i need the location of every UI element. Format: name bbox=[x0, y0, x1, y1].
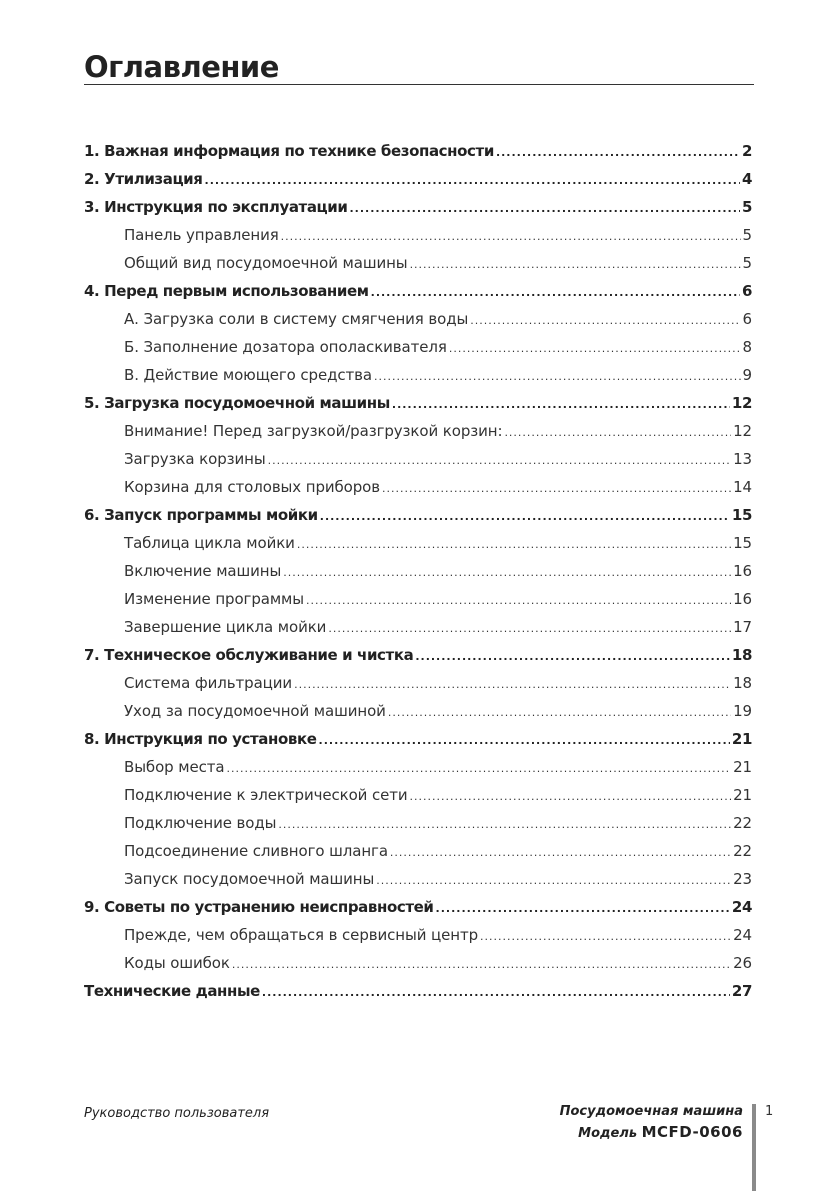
toc-dot-leader bbox=[319, 727, 730, 753]
toc-entry-title: 4. Перед первым использованием bbox=[84, 282, 369, 300]
toc-page-number: 18 bbox=[733, 674, 752, 692]
toc-subsection-entry[interactable] bbox=[84, 921, 752, 949]
toc-section-entry[interactable] bbox=[84, 277, 752, 305]
toc-page-number: 13 bbox=[733, 450, 752, 468]
toc-dot-leader bbox=[350, 195, 740, 221]
toc-dot-leader bbox=[297, 531, 731, 557]
footer-model-label: Модель bbox=[578, 1126, 638, 1141]
toc-dot-leader bbox=[283, 559, 731, 585]
toc-page-number: 24 bbox=[733, 926, 752, 944]
toc-page-number: 16 bbox=[733, 590, 752, 608]
toc-section-entry[interactable] bbox=[84, 389, 752, 417]
toc-section-entry[interactable] bbox=[84, 977, 752, 1005]
toc-section-entry[interactable] bbox=[84, 501, 752, 529]
toc-dot-leader bbox=[382, 475, 731, 501]
toc-page-number: 23 bbox=[733, 870, 752, 888]
page-edge-bar bbox=[752, 1104, 756, 1191]
toc-dot-leader bbox=[328, 615, 731, 641]
footer-manual-label: Руководство пользователя bbox=[84, 1106, 270, 1121]
toc-entry-title: Завершение цикла мойки bbox=[124, 618, 327, 636]
toc-entry-title: 8. Инструкция по установке bbox=[84, 730, 317, 748]
toc-page-number: 26 bbox=[733, 954, 752, 972]
toc-dot-leader bbox=[388, 699, 731, 725]
toc-page-number: 19 bbox=[733, 702, 752, 720]
toc-dot-leader bbox=[205, 167, 740, 193]
toc-entry-title: 6. Запуск программы мойки bbox=[84, 506, 318, 524]
toc-page-number: 4 bbox=[741, 170, 752, 188]
toc-page-number: 12 bbox=[733, 422, 752, 440]
toc-dot-leader bbox=[410, 251, 741, 277]
toc-subsection-entry[interactable] bbox=[84, 669, 752, 697]
toc-entry-title: В. Действие моющего средства bbox=[124, 366, 372, 384]
toc-entry-title: Общий вид посудомоечной машины bbox=[124, 254, 408, 272]
toc-entry-title: Б. Заполнение дозатора ополаскивателя bbox=[124, 338, 447, 356]
toc-dot-leader bbox=[376, 867, 731, 893]
toc-page-number: 22 bbox=[733, 814, 752, 832]
footer-product-name: Посудомоечная машина bbox=[559, 1104, 743, 1119]
toc-page-number: 5 bbox=[742, 226, 752, 244]
toc-page-number: 5 bbox=[742, 254, 752, 272]
toc-dot-leader bbox=[268, 447, 731, 473]
toc-subsection-entry[interactable] bbox=[84, 865, 752, 893]
toc-dot-leader bbox=[232, 951, 731, 977]
toc-dot-leader bbox=[306, 587, 731, 613]
toc-entry-title: Внимание! Перед загрузкой/разгрузкой корзин: bbox=[124, 422, 503, 440]
toc-entry-title: Загрузка корзины bbox=[124, 450, 266, 468]
toc-section-entry[interactable] bbox=[84, 193, 752, 221]
toc-section-entry[interactable] bbox=[84, 165, 752, 193]
toc-dot-leader bbox=[371, 279, 740, 305]
toc-page-number: 5 bbox=[741, 198, 752, 216]
toc-dot-leader bbox=[436, 895, 730, 921]
footer-model-code: MCFD-0606 bbox=[641, 1123, 743, 1141]
toc-entry-title: Подсоединение сливного шланга bbox=[124, 842, 388, 860]
table-of-contents bbox=[84, 137, 752, 1005]
toc-entry-title: 5. Загрузка посудомоечной машины bbox=[84, 394, 390, 412]
toc-entry-title: Корзина для столовых приборов bbox=[124, 478, 380, 496]
toc-section-entry[interactable] bbox=[84, 641, 752, 669]
toc-subsection-entry[interactable] bbox=[84, 753, 752, 781]
toc-entry-title: 3. Инструкция по эксплуатации bbox=[84, 198, 348, 216]
toc-dot-leader bbox=[480, 923, 731, 949]
toc-dot-leader bbox=[390, 839, 731, 865]
toc-subsection-entry[interactable] bbox=[84, 557, 752, 585]
toc-dot-leader bbox=[226, 755, 731, 781]
toc-entry-title: Прежде, чем обращаться в сервисный центр bbox=[124, 926, 479, 944]
toc-dot-leader bbox=[504, 419, 731, 445]
title-divider bbox=[84, 84, 754, 85]
toc-dot-leader bbox=[374, 363, 741, 389]
page-number: 1 bbox=[765, 1104, 774, 1119]
toc-dot-leader bbox=[410, 783, 732, 809]
footer-model-line bbox=[560, 1122, 743, 1144]
toc-section-entry[interactable] bbox=[84, 137, 752, 165]
toc-subsection-entry[interactable] bbox=[84, 361, 752, 389]
toc-subsection-entry[interactable] bbox=[84, 781, 752, 809]
toc-dot-leader bbox=[415, 643, 730, 669]
toc-entry-title: Панель управления bbox=[124, 226, 279, 244]
toc-dot-leader bbox=[496, 139, 740, 165]
toc-subsection-entry[interactable] bbox=[84, 949, 752, 977]
toc-page-number: 27 bbox=[731, 982, 752, 1000]
toc-entry-title: Система фильтрации bbox=[124, 674, 293, 692]
toc-entry-title: Запуск посудомоечной машины bbox=[124, 870, 375, 888]
toc-subsection-entry[interactable] bbox=[84, 697, 752, 725]
toc-subsection-entry[interactable] bbox=[84, 249, 752, 277]
toc-page-number: 16 bbox=[733, 562, 752, 580]
toc-subsection-entry[interactable] bbox=[84, 473, 752, 501]
toc-subsection-entry[interactable] bbox=[84, 613, 752, 641]
toc-subsection-entry[interactable] bbox=[84, 333, 752, 361]
toc-entry-title: А. Загрузка соли в систему смягчения воды bbox=[124, 310, 469, 328]
toc-subsection-entry[interactable] bbox=[84, 305, 752, 333]
toc-dot-leader bbox=[470, 307, 740, 333]
toc-page-number: 18 bbox=[731, 646, 752, 664]
toc-page-number: 21 bbox=[731, 730, 752, 748]
toc-subsection-entry[interactable] bbox=[84, 837, 752, 865]
toc-subsection-entry[interactable] bbox=[84, 529, 752, 557]
toc-subsection-entry[interactable] bbox=[84, 809, 752, 837]
toc-page-number: 22 bbox=[733, 842, 752, 860]
toc-page-number: 12 bbox=[731, 394, 752, 412]
toc-dot-leader bbox=[262, 979, 730, 1005]
toc-section-entry[interactable] bbox=[84, 893, 752, 921]
page-title: Оглавление bbox=[84, 50, 279, 84]
toc-entry-title: Включение машины bbox=[124, 562, 282, 580]
toc-entry-title: 7. Техническое обслуживание и чистка bbox=[84, 646, 414, 664]
toc-subsection-entry[interactable] bbox=[84, 221, 752, 249]
footer-product-block bbox=[560, 1102, 743, 1144]
toc-dot-leader bbox=[320, 503, 730, 529]
toc-page-number: 24 bbox=[731, 898, 752, 916]
toc-subsection-entry[interactable] bbox=[84, 445, 752, 473]
toc-entry-title: Выбор места bbox=[124, 758, 225, 776]
toc-section-entry[interactable] bbox=[84, 725, 752, 753]
toc-page-number: 8 bbox=[742, 338, 752, 356]
toc-dot-leader bbox=[281, 223, 741, 249]
toc-dot-leader bbox=[392, 391, 730, 417]
toc-dot-leader bbox=[294, 671, 731, 697]
toc-page-number: 17 bbox=[733, 618, 752, 636]
toc-entry-title: Изменение программы bbox=[124, 590, 305, 608]
toc-entry-title: Уход за посудомоечной машиной bbox=[124, 702, 386, 720]
toc-entry-title: Подключение воды bbox=[124, 814, 277, 832]
toc-page-number: 9 bbox=[742, 366, 752, 384]
toc-dot-leader bbox=[449, 335, 741, 361]
toc-page-number: 6 bbox=[742, 310, 752, 328]
toc-page-number: 6 bbox=[741, 282, 752, 300]
toc-entry-title: Подключение к электрической сети bbox=[124, 786, 408, 804]
toc-entry-title: Технические данные bbox=[84, 982, 260, 1000]
toc-dot-leader bbox=[278, 811, 731, 837]
toc-subsection-entry[interactable] bbox=[84, 585, 752, 613]
toc-subsection-entry[interactable] bbox=[84, 417, 752, 445]
toc-page-number: 2 bbox=[741, 142, 752, 160]
toc-entry-title: 1. Важная информация по технике безопасности bbox=[84, 142, 494, 160]
toc-page-number: 15 bbox=[731, 506, 752, 524]
toc-entry-title: Таблица цикла мойки bbox=[124, 534, 295, 552]
toc-entry-title: Коды ошибок bbox=[124, 954, 230, 972]
toc-page-number: 21 bbox=[733, 786, 752, 804]
toc-page-number: 15 bbox=[733, 534, 752, 552]
toc-page-number: 21 bbox=[733, 758, 752, 776]
toc-page-number: 14 bbox=[733, 478, 752, 496]
toc-entry-title: 2. Утилизация bbox=[84, 170, 203, 188]
toc-entry-title: 9. Советы по устранению неисправностей bbox=[84, 898, 434, 916]
